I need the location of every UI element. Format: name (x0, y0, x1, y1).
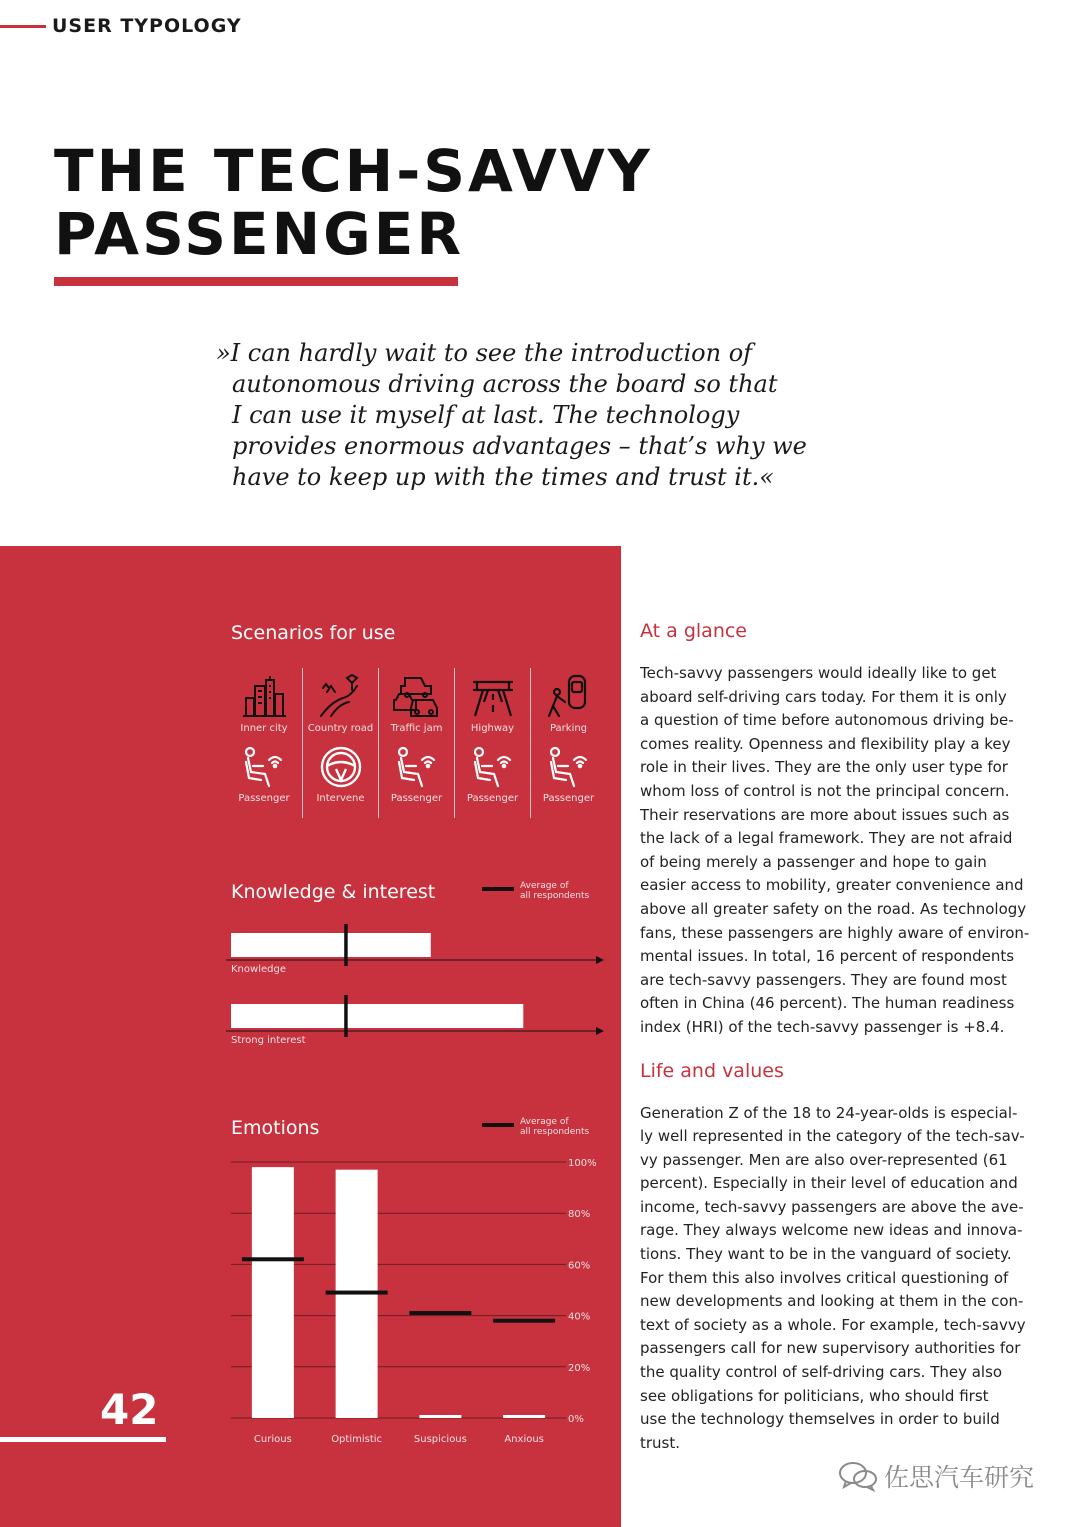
bar (252, 1167, 294, 1418)
average-marker (242, 1257, 304, 1261)
traffic-jam-icon (393, 672, 441, 720)
quote-line: provides enormous advantages – that’s why we (232, 432, 807, 460)
bar (231, 933, 431, 957)
legend-line-1: Average of (520, 881, 569, 891)
text-line: whom loss of control is not the principal concern. (640, 781, 1010, 800)
scenario-traffic-jam (378, 668, 454, 818)
passenger-wifi-icon (241, 744, 287, 790)
legend-line-2: all respondents (520, 1127, 590, 1137)
scenario-mode-label: Passenger (542, 793, 595, 804)
passenger-wifi-icon (394, 744, 440, 790)
scenario-parking (530, 668, 606, 818)
life-and-values-body (640, 1102, 1040, 1456)
y-tick-label: 20% (568, 1362, 591, 1374)
text-line: use the technology themselves in order to build (640, 1410, 1000, 1429)
text-line: ly well represented in the category of the tech-sav- (640, 1127, 1025, 1146)
watermark (838, 1458, 1034, 1494)
text-line: trust. (640, 1433, 681, 1452)
text-line: the quality control of self-driving cars. They also (640, 1363, 1003, 1382)
scenario-label: Country road (307, 723, 374, 734)
bar-label: Strong interest (231, 1035, 306, 1046)
text-line: vy passenger. Men are also over-represented (61 (640, 1150, 1008, 1169)
text-line: role in their lives. They are the only user type for (640, 758, 1008, 777)
text-line: comes reality. Openness and flexibility play a key (640, 734, 1011, 753)
text-line: see obligations for politicians, who should first (640, 1386, 989, 1405)
y-tick-label: 100% (568, 1158, 597, 1169)
y-tick-label: 40% (568, 1311, 591, 1323)
average-marker (326, 1291, 388, 1295)
bar-label: Knowledge (231, 964, 286, 975)
legend-text (520, 1117, 610, 1137)
scenario-label: Parking (549, 723, 588, 734)
scenario-label: Inner city (240, 723, 288, 734)
text-line: aboard self-driving cars today. For them it is only (640, 687, 1007, 706)
country-road-icon (317, 672, 365, 720)
text-line: Tech-savvy passengers would ideally like to get (640, 664, 997, 682)
scenario-label: Highway (470, 723, 515, 734)
scenario-label: Traffic jam (390, 723, 443, 734)
scenario-inner-city (226, 668, 302, 818)
average-marker (344, 924, 348, 966)
at-a-glance-body (640, 662, 1040, 1040)
quote-line: »I can hardly wait to see the introduction of (216, 339, 753, 367)
at-a-glance-heading: At a glance (640, 620, 747, 642)
average-marker (409, 1311, 471, 1315)
text-column (640, 620, 1040, 1455)
text-line: For them this also involves critical questioning of (640, 1268, 1009, 1287)
text-line: fans, these passengers are highly aware of environ- (640, 923, 1030, 942)
scenario-highway (454, 668, 530, 818)
emotions-chart (226, 1150, 616, 1455)
y-tick-label: 0% (568, 1414, 584, 1425)
page-number-rule (0, 1437, 166, 1442)
highway-icon (469, 672, 517, 720)
page-number: 42 (100, 1385, 159, 1434)
quote-line: I can use it myself at last. The technology (232, 401, 740, 429)
average-marker (344, 995, 348, 1037)
legend-line-1: Average of (520, 1117, 569, 1127)
legend-line-2: all respondents (520, 891, 590, 901)
life-and-values-heading: Life and values (640, 1059, 784, 1082)
bar (419, 1415, 461, 1418)
watermark-text: 佐思汽车研究 (884, 1463, 1035, 1492)
emotions-legend (482, 1117, 610, 1137)
text-line: the lack of a legal framework. They are not afraid (640, 829, 1013, 848)
title-line-2: PASSENGER (54, 200, 465, 268)
parking-icon (545, 672, 593, 720)
text-line: new developments and looking at them in the con- (640, 1292, 1024, 1311)
scenario-mode-label: Passenger (466, 793, 519, 804)
city-icon (240, 672, 288, 720)
text-line: income, tech-savvy passengers are above the ave- (640, 1197, 1024, 1216)
text-line: easier access to mobility, greater convenience and (640, 876, 1024, 895)
bar (503, 1415, 545, 1418)
category-label: Optimistic (331, 1434, 383, 1445)
text-line: a question of time before autonomous driving be- (640, 711, 1014, 730)
text-line: Generation Z of the 18 to 24-year-olds is especial- (640, 1103, 1018, 1122)
section-label (0, 14, 242, 38)
legend-average-marker (482, 1123, 514, 1127)
scenario-mode-label: Intervene (316, 793, 365, 804)
text-line: Their reservations are more about issues such as (640, 805, 1010, 824)
axis-arrow (596, 956, 604, 964)
text-line: mental issues. In total, 16 percent of respondents (640, 947, 1015, 966)
scenarios-grid (226, 668, 606, 818)
text-line: passengers call for new supervisory authorities for (640, 1339, 1021, 1358)
text-line: are tech-savvy passengers. They are found most (640, 970, 1007, 989)
title-underline (54, 277, 458, 286)
page-title (54, 137, 814, 268)
knowledge-legend (482, 881, 610, 901)
pull-quote (216, 338, 836, 493)
wechat-icon (838, 1460, 878, 1492)
quote-line: autonomous driving across the board so that (232, 370, 778, 398)
category-label: Curious (253, 1434, 292, 1445)
knowledge-heading: Knowledge & interest (231, 881, 436, 903)
emotions-heading: Emotions (231, 1117, 320, 1139)
knowledge-chart (226, 920, 616, 1050)
average-marker (493, 1319, 555, 1323)
category-label: Anxious (504, 1434, 544, 1445)
scenario-mode-label: Passenger (390, 793, 443, 804)
text-line: of being merely a passenger and hope to gain (640, 852, 987, 871)
steering-wheel-icon (318, 744, 364, 790)
passenger-wifi-icon (470, 744, 516, 790)
quote-line: have to keep up with the times and trust it.« (232, 463, 774, 491)
y-tick-label: 60% (568, 1260, 591, 1272)
scenario-mode-label: Passenger (238, 793, 290, 804)
text-line: index (HRI) of the tech-savvy passenger is +8.4. (640, 1017, 1005, 1036)
text-line: tions. They want to be in the vanguard of society. (640, 1245, 1012, 1264)
section-label-text: USER TYPOLOGY (52, 15, 242, 37)
y-tick-label: 80% (568, 1209, 591, 1221)
section-rule (0, 25, 46, 28)
title-line-1: THE TECH-SAVVY (54, 137, 653, 205)
axis-arrow (596, 1027, 604, 1035)
scenario-country-road (302, 668, 378, 818)
legend-average-marker (482, 887, 514, 891)
text-line: often in China (46 percent). The human readiness (640, 994, 1015, 1013)
passenger-wifi-icon (546, 744, 592, 790)
legend-text (520, 881, 610, 901)
text-line: rage. They always welcome new ideas and innova- (640, 1221, 1023, 1240)
scenarios-heading: Scenarios for use (231, 622, 396, 644)
text-line: percent). Especially in their level of education and (640, 1174, 1018, 1193)
text-line: text of society as a whole. For example, tech-savvy (640, 1315, 1026, 1334)
category-label: Suspicious (413, 1434, 467, 1445)
text-line: above all greater safety on the road. As technology (640, 899, 1027, 918)
bar (231, 1004, 523, 1028)
